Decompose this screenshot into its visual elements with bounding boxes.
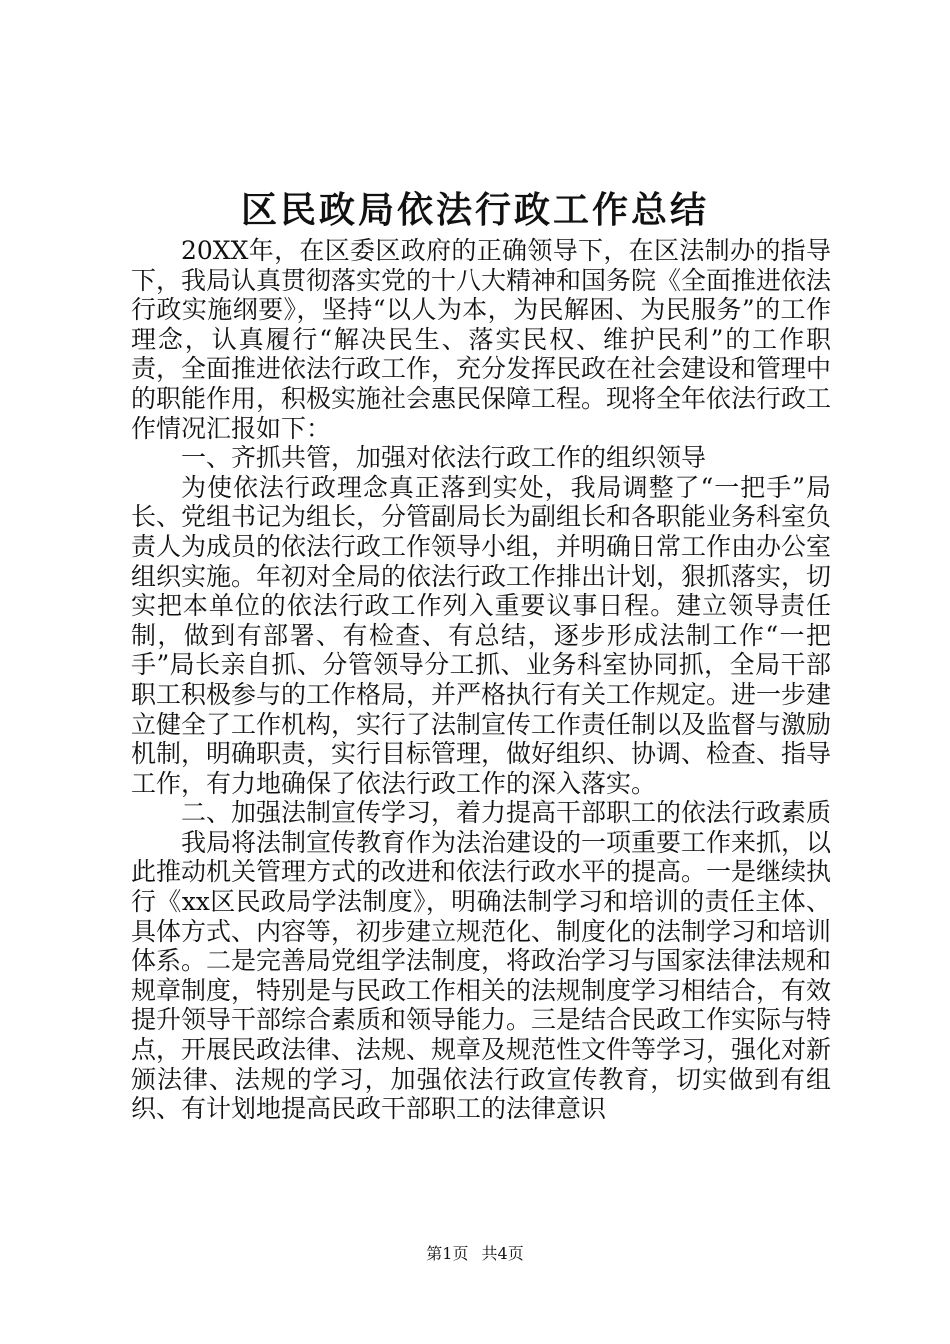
document-title: 区民政局依法行政工作总结 — [240, 189, 709, 231]
paragraph-section-1: 为使依法行政理念真正落到实处，我局调整了“一把手”局长、党组书记为组长，分管副局长为副组长和各职能业务科室负责人为成员的依法行政工作领导小组，并明确日常工作由办公室组织实施。年初对全局的依法行政工作排出计划，狠抓落实，切实把本单位的依法行政工作列入重要议事日程。建立领导责任制，做到有部署、有检查、有总结，逐步形成法制工作“一把手”局长亲自抓、分管领导分工抓、业务科室协同抓，全局干部职工积极参与的工作格局，并严格执行有关工作规定。进一步建立健全了工作机构，实行了法制宣传工作责任制以及监督与激励机制，明确职责，实行目标管理，做好组织、协调、检查、指导工作，有力地确保了依法行政工作的深入落实。 — [131, 472, 832, 798]
page-footer — [0, 1244, 950, 1264]
document-body — [131, 236, 831, 1124]
paragraph-section-2: 我局将法制宣传教育作为法治建设的一项重要工作来抓，以此推动机关管理方式的改进和依法行政水平的提高。一是继续执行《xx区民政局学法制度》，明确法制学习和培训的责任主体、具体方式、内容等，初步建立规范化、制度化的法制学习和培训体系。二是完善局党组学法制度，将政治学习与国家法律法规和规章制度，特别是与民政工作相关的法规制度学习相结合，有效提升领导干部综合素质和领导能力。三是结合民政工作实际与特点，开展民政法律、法规、规章及规范性文件等学习，强化对新颁法律、法规的学习，加强依法行政宣传教育，切实做到有组织、有计划地提高民政干部职工的法律意识 — [131, 827, 832, 1124]
paragraph-intro: 20XX年，在区委区政府的正确领导下，在区法制办的指导下，我局认真贯彻落实党的十八大精神和国务院《全面推进依法行政实施纲要》，坚持“以人为本，为民解困、为民服务”的工作理念，认真履行“解决民生、落实民权、维护民利”的工作职责，全面推进依法行政工作，充分发挥民政在社会建设和管理中的职能作用，积极实施社会惠民保障工程。现将全年依法行政工作情况汇报如下： — [131, 236, 832, 443]
page-number: 第1页 — [426, 1244, 469, 1263]
section-heading-1: 一、齐抓共管，加强对依法行政工作的组织领导 — [181, 443, 707, 473]
section-heading-2: 二、加强法制宣传学习，着力提高干部职工的依法行政素质 — [181, 798, 832, 828]
page-total: 共4页 — [481, 1244, 524, 1263]
